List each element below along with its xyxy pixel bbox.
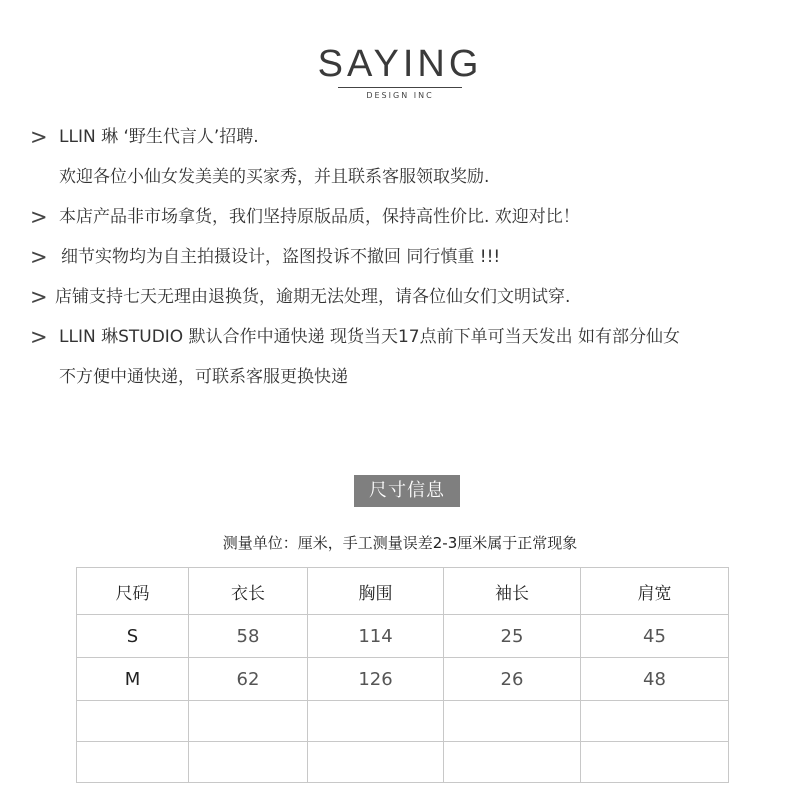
chevron-right-icon: > [30,245,48,269]
size-table [76,567,729,783]
table-row-empty [77,742,729,783]
table-cell [581,742,729,783]
table-header-row [77,568,729,615]
table-cell [77,742,189,783]
table-cell: 58 [189,615,308,658]
measurement-note: 测量单位：厘米，手工测量误差2-3厘米属于正常现象 [222,534,578,552]
store-notices [0,120,795,400]
logo-subtitle: DESIGN INC [366,91,434,100]
table-cell: S [77,615,189,658]
header-length: 衣长 [189,568,308,615]
notice-text: 不方便中通快递，可联系客服更换快递 [59,367,348,387]
header-shoulder: 肩宽 [581,568,729,615]
notice-text: LLIN 琳 ‘野生代言人’招聘. [59,127,259,147]
notice-item [0,120,795,160]
table-row [77,658,729,701]
size-info-heading: 尺寸信息 [354,475,460,507]
brand-logo [0,44,795,101]
notice-item [0,320,795,360]
table-cell [444,742,581,783]
table-row-empty [77,701,729,742]
table-cell: 26 [444,658,581,701]
table-cell: 48 [581,658,729,701]
table-cell: 126 [308,658,444,701]
table-cell: 25 [444,615,581,658]
table-cell [308,701,444,742]
notice-item [0,280,795,320]
table-cell [581,701,729,742]
notice-item [0,240,795,280]
logo-wordmark: SAYING [317,43,483,85]
chevron-right-icon: > [30,325,48,349]
header-size: 尺码 [77,568,189,615]
chevron-right-icon: > [30,125,48,149]
notice-text: 店铺支持七天无理由退换货，逾期无法处理，请各位仙女们文明试穿. [55,287,571,307]
chevron-right-icon: > [30,205,48,229]
table-cell [444,701,581,742]
notice-text: 本店产品非市场拿货，我们坚持原版品质，保持高性价比. 欢迎对比！ [59,207,580,227]
table-cell: 45 [581,615,729,658]
notice-text: 欢迎各位小仙女发美美的买家秀，并且联系客服领取奖励. [59,167,490,187]
notice-continuation [0,160,795,200]
table-cell: M [77,658,189,701]
notice-text: LLIN 琳STUDIO 默认合作中通快递 现货当天17点前下单可当天发出 如有部分仙女 [59,327,681,347]
table-cell [189,742,308,783]
notice-continuation [0,360,795,400]
table-cell: 114 [308,615,444,658]
chevron-right-icon: > [30,285,48,309]
notice-item [0,200,795,240]
table-cell [308,742,444,783]
logo-divider [338,87,462,88]
header-sleeve: 袖长 [444,568,581,615]
table-row [77,615,729,658]
table-cell [189,701,308,742]
notice-text: 细节实物均为自主拍摄设计，盗图投诉不撤回 同行慎重 !!! [61,247,501,267]
table-cell: 62 [189,658,308,701]
header-bust: 胸围 [308,568,444,615]
table-cell [77,701,189,742]
